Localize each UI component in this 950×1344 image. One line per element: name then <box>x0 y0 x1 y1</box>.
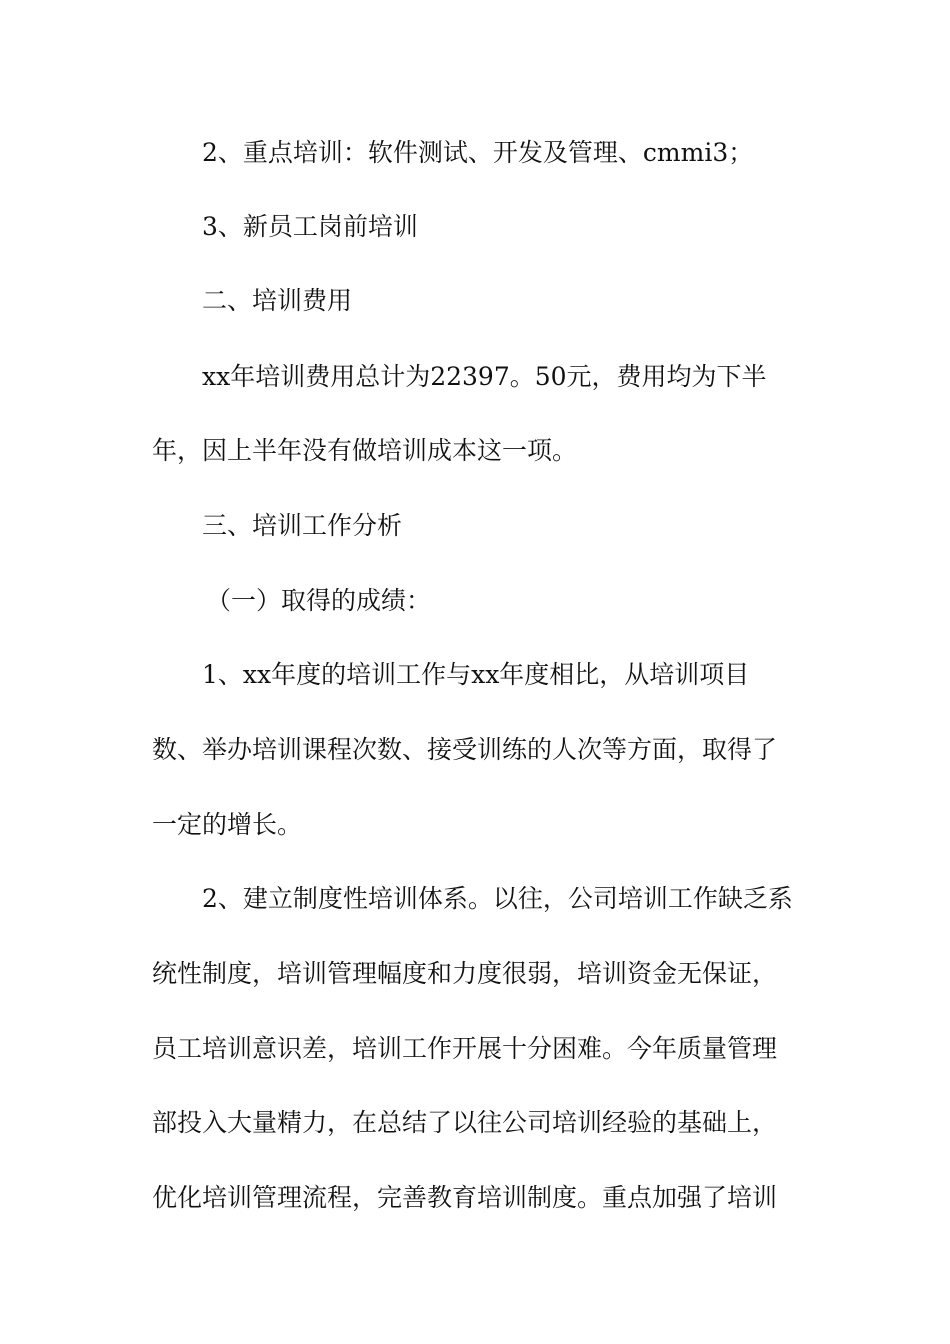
paragraph-line: 统性制度，培训管理幅度和力度很弱，培训资金无保证， <box>152 959 778 988</box>
list-item-key-training: 2、重点培训：软件测试、开发及管理、cmmi3； <box>202 138 754 167</box>
paragraph-line: 优化培训管理流程，完善教育培训制度。重点加强了培训 <box>152 1183 778 1212</box>
section-heading-training-analysis: 三、培训工作分析 <box>202 511 403 540</box>
paragraph-line: 部投入大量精力，在总结了以往公司培训经验的基础上， <box>152 1108 778 1137</box>
section-heading-training-cost: 二、培训费用 <box>202 286 353 315</box>
paragraph-line: 年，因上半年没有做培训成本这一项。 <box>152 436 578 465</box>
list-item-new-staff-training: 3、新员工岗前培训 <box>202 212 418 241</box>
paragraph-line: 一定的增长。 <box>152 810 303 839</box>
paragraph-line: xx年培训费用总计为22397。50元，费用均为下半 <box>202 362 767 391</box>
paragraph-line: 2、建立制度性培训体系。以往，公司培训工作缺乏系 <box>202 884 793 913</box>
paragraph-line: 数、举办培训课程次数、接受训练的人次等方面，取得了 <box>152 735 778 764</box>
subsection-heading-achievements: （一）取得的成绩： <box>206 586 432 615</box>
paragraph-line: 1、xx年度的培训工作与xx年度相比，从培训项目 <box>202 660 750 689</box>
paragraph-line: 员工培训意识差，培训工作开展十分困难。今年质量管理 <box>152 1034 778 1063</box>
